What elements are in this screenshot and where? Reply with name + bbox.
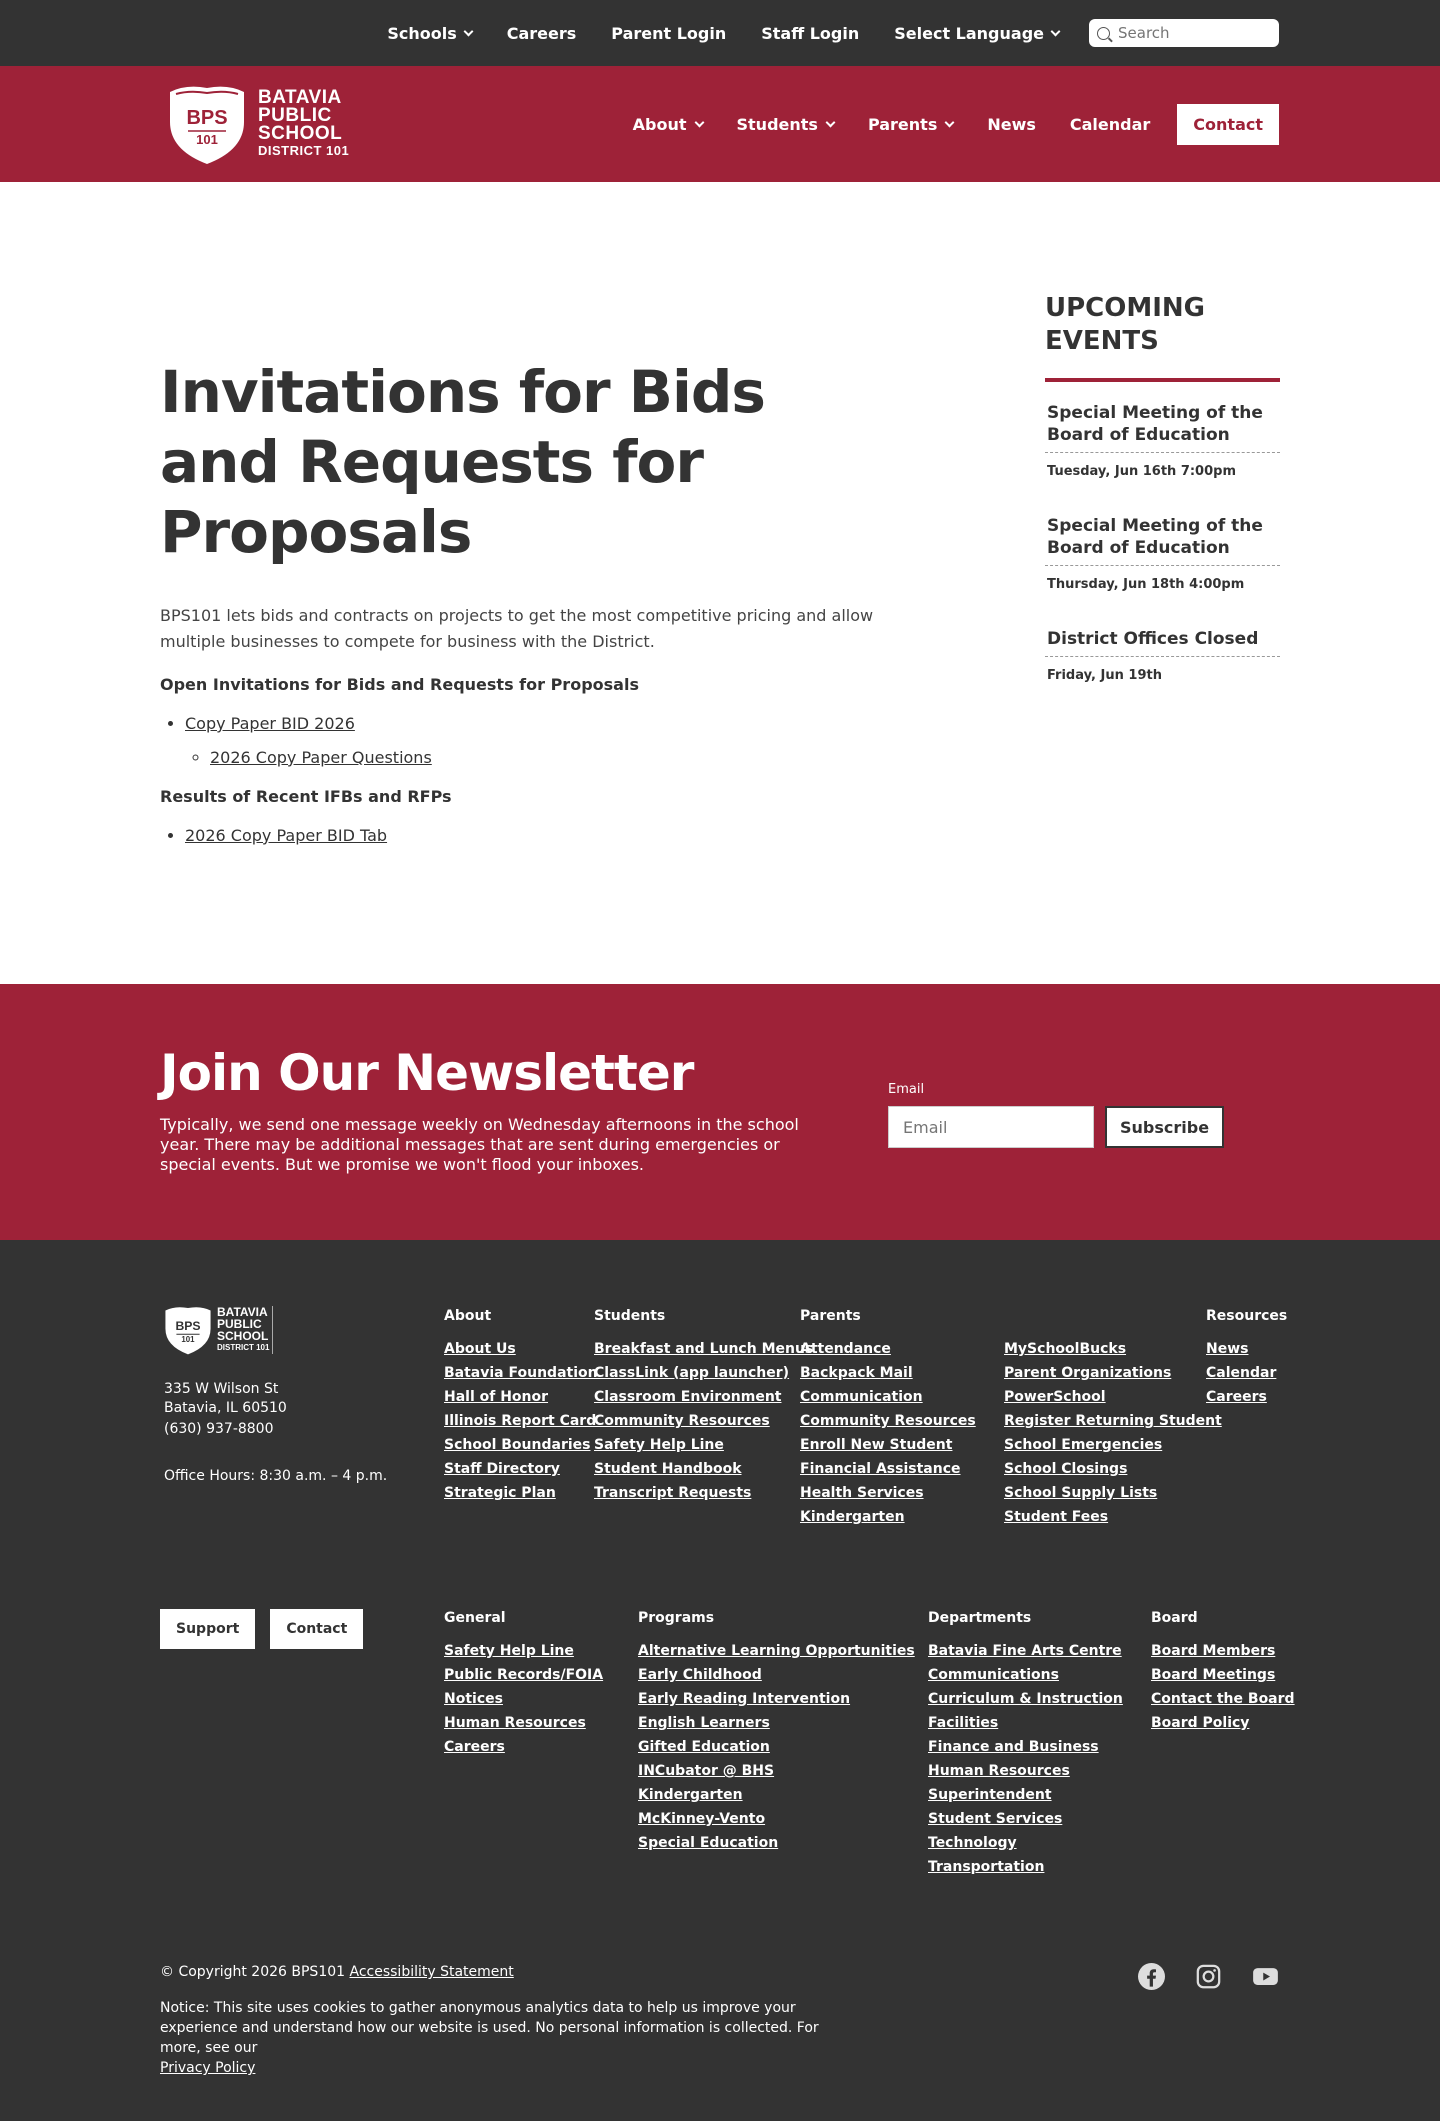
accessibility-link[interactable]: Accessibility Statement (349, 1964, 514, 1980)
list-item (210, 748, 900, 767)
footer-column-heading: Programs (638, 1610, 715, 1626)
nav-news[interactable]: News (987, 114, 1036, 134)
footer-link[interactable]: Classroom Environment (594, 1389, 782, 1405)
search-icon (1097, 27, 1110, 40)
utility-bar (0, 0, 1440, 66)
footer-column (1004, 1308, 1222, 1529)
youtube-icon[interactable] (1252, 1963, 1279, 1990)
footer-column-heading: Resources (1206, 1308, 1288, 1324)
footer-link[interactable]: School Closings (1004, 1461, 1128, 1477)
footer-link[interactable]: School Supply Lists (1004, 1485, 1158, 1501)
footer-column (594, 1308, 813, 1505)
footer-link[interactable]: Facilities (928, 1715, 999, 1731)
footer-column-heading: Departments (928, 1610, 1032, 1626)
footer-legal (160, 1962, 840, 2078)
footer-link[interactable]: Student Fees (1004, 1509, 1109, 1525)
event-title: Special Meeting of the Board of Education (1045, 402, 1280, 453)
search-box (1089, 19, 1279, 47)
facebook-icon[interactable] (1138, 1963, 1165, 1990)
footer-column (800, 1308, 976, 1529)
footer-hours: Office Hours: 8:30 a.m. – 4 p.m. (164, 1468, 388, 1484)
footer-phone: (630) 937-8800 (164, 1421, 274, 1437)
footer-column (444, 1610, 603, 1759)
footer-link[interactable]: Human Resources (444, 1715, 586, 1731)
footer-link[interactable]: School Boundaries (444, 1437, 591, 1453)
footer-link[interactable]: McKinney-Vento (638, 1811, 766, 1827)
footer-buttons (160, 1609, 363, 1649)
nav-about[interactable]: About (633, 115, 703, 134)
copyright: © Copyright 2026 BPS101 (160, 1964, 346, 1980)
footer-link[interactable]: Safety Help Line (444, 1643, 574, 1659)
footer-link[interactable]: Transportation (928, 1859, 1045, 1875)
nav-calendar[interactable]: Calendar (1069, 114, 1151, 134)
footer-column-heading: Students (594, 1308, 666, 1324)
district-logo[interactable] (166, 82, 349, 166)
footer-column-heading: About (444, 1308, 492, 1324)
email-label: Email (888, 1082, 925, 1097)
newsletter-heading: Join Our Newsletter (160, 1044, 694, 1102)
page-lead: BPS101 lets bids and contracts on projects to get the most competitive pricing and allow multiple businesses to compete for business with the District. (160, 606, 874, 651)
chevron-down-icon (694, 117, 704, 127)
footer-link[interactable]: Community Resources (594, 1413, 770, 1429)
events-heading: UPCOMING EVENTS (1045, 292, 1280, 382)
open-invitations-list (160, 714, 900, 767)
shield-logo-icon (166, 82, 248, 166)
list-item (185, 826, 900, 845)
footer-address: 335 W Wilson St Batavia, IL 60510 (630) 937-8800 (164, 1381, 287, 1437)
privacy-policy-link[interactable]: Privacy Policy (160, 2060, 256, 2076)
footer-link[interactable]: Finance and Business (928, 1739, 1099, 1755)
footer-link[interactable]: Safety Help Line (594, 1437, 724, 1453)
footer-link[interactable]: Superintendent (928, 1787, 1052, 1803)
footer-link[interactable]: Gifted Education (638, 1739, 770, 1755)
parent-login-link[interactable]: Parent Login (611, 23, 727, 43)
footer-column-heading (1004, 1308, 1222, 1328)
copy-paper-bid-link[interactable]: Copy Paper BID 2026 (185, 714, 355, 733)
footer-link[interactable]: Early Childhood (638, 1667, 762, 1683)
footer-link[interactable]: Financial Assistance (800, 1461, 961, 1477)
footer-column-heading: General (444, 1610, 506, 1626)
select-language-menu[interactable]: Select Language (894, 24, 1059, 43)
footer-column (444, 1308, 598, 1505)
footer-link[interactable]: Public Records/FOIA (444, 1667, 604, 1683)
list-item (185, 714, 900, 767)
shield-logo-icon (163, 1304, 213, 1356)
footer-link[interactable]: Board Policy (1151, 1715, 1250, 1731)
logo-badge-bottom: 101 (196, 132, 218, 147)
footer-link[interactable]: Parent Organizations (1004, 1365, 1172, 1381)
footer-link[interactable]: Breakfast and Lunch Menus (594, 1341, 814, 1357)
event-item[interactable] (1045, 479, 1280, 592)
footer-link[interactable]: Student Services (928, 1811, 1063, 1827)
footer-link[interactable]: Backpack Mail (800, 1365, 913, 1381)
newsletter-form (888, 1082, 1224, 1148)
main-nav (599, 104, 1279, 145)
chevron-down-icon (1051, 26, 1061, 36)
footer-link[interactable]: Board Meetings (1151, 1667, 1276, 1683)
footer-link[interactable]: Kindergarten (638, 1787, 743, 1803)
footer-contact-button[interactable]: Contact (270, 1609, 363, 1649)
footer-link[interactable]: Early Reading Intervention (638, 1691, 851, 1707)
main-header (0, 66, 1440, 182)
footer-column (928, 1610, 1123, 1879)
cookie-notice: Notice: This site uses cookies to gather anonymous analytics data to help us improve your experience and understand how our website is used. No personal information is collected. For more, see our (160, 2000, 819, 2056)
footer-column (1151, 1610, 1295, 1735)
newsletter-section (0, 984, 1440, 1240)
chevron-down-icon (945, 117, 955, 127)
footer-link[interactable]: MySchoolBucks (1004, 1341, 1127, 1357)
email-field[interactable] (888, 1106, 1094, 1148)
footer-column (638, 1610, 915, 1855)
footer-link[interactable]: Calendar (1206, 1365, 1277, 1381)
footer-link[interactable]: Notices (444, 1691, 503, 1707)
event-item[interactable] (1045, 592, 1280, 683)
footer-link[interactable]: Special Education (638, 1835, 779, 1851)
copy-paper-questions-link[interactable]: 2026 Copy Paper Questions (210, 748, 432, 767)
footer-link[interactable]: Communications (928, 1667, 1059, 1683)
page-title: Invitations for Bids and Requests for Proposals (160, 358, 765, 566)
footer-link[interactable]: Illinois Report Card (444, 1413, 597, 1429)
footer-logo[interactable] (163, 1304, 273, 1356)
svg-text:101: 101 (181, 1335, 195, 1345)
footer-link[interactable]: Staff Directory (444, 1461, 560, 1477)
footer-link[interactable]: Curriculum & Instruction (928, 1691, 1123, 1707)
nav-students[interactable]: Students (737, 115, 834, 134)
upcoming-events (1045, 292, 1280, 683)
search-input[interactable] (1118, 24, 1258, 42)
bid-tab-link[interactable]: 2026 Copy Paper BID Tab (185, 826, 388, 845)
event-item[interactable] (1045, 382, 1280, 479)
main-column (160, 357, 900, 860)
newsletter-text: Typically, we send one message weekly on Wednesday afternoons in the school year. There may be additional messages that are sent during emergencies or special events. But we promise we won't flood your inboxes. (160, 1115, 799, 1174)
footer-link[interactable]: ClassLink (app launcher) (594, 1365, 790, 1381)
logo-badge-top: BPS (186, 107, 228, 129)
nav-parents[interactable]: Parents (868, 115, 953, 134)
chevron-down-icon (825, 117, 835, 127)
utility-nav (387, 24, 1059, 43)
footer-link[interactable]: INCubator @ BHS (638, 1763, 775, 1779)
social-links (1138, 1963, 1279, 1990)
footer-link[interactable]: About Us (444, 1341, 516, 1357)
footer-link[interactable]: Attendance (800, 1341, 891, 1357)
event-title: Special Meeting of the Board of Education (1045, 515, 1280, 566)
page-content (0, 182, 1440, 984)
footer-link[interactable]: Register Returning Student (1004, 1413, 1222, 1429)
footer-link[interactable]: Strategic Plan (444, 1485, 556, 1501)
footer-link[interactable]: Careers (444, 1739, 505, 1755)
footer-link[interactable]: School Emergencies (1004, 1437, 1163, 1453)
footer-link[interactable]: Board Members (1151, 1643, 1276, 1659)
footer-link[interactable]: Batavia Fine Arts Centre (928, 1643, 1122, 1659)
contact-button[interactable]: Contact (1177, 104, 1279, 145)
open-invitations-heading: Open Invitations for Bids and Requests for Proposals (160, 675, 639, 694)
instagram-icon[interactable] (1195, 1963, 1222, 1990)
event-title: District Offices Closed (1045, 628, 1280, 657)
staff-login-link[interactable]: Staff Login (761, 23, 860, 43)
subscribe-button[interactable]: Subscribe (1105, 1106, 1224, 1148)
footer-link[interactable]: Batavia Foundation (444, 1365, 598, 1381)
footer-column-heading: Board (1151, 1610, 1198, 1626)
footer-link[interactable]: Community Resources (800, 1413, 976, 1429)
footer-link[interactable]: Human Resources (928, 1763, 1070, 1779)
event-date: Thursday, Jun 18th 4:00pm (1047, 577, 1245, 592)
results-list (160, 826, 900, 845)
footer-link[interactable]: Contact the Board (1151, 1691, 1295, 1707)
footer-link[interactable]: Health Services (800, 1485, 924, 1501)
sub-list (185, 748, 900, 767)
footer-link[interactable]: Alternative Learning Opportunities (638, 1643, 915, 1659)
footer-link[interactable]: English Learners (638, 1715, 770, 1731)
footer-logo-text: BATAVIA PUBLIC SCHOOL DISTRICT 101 (217, 1306, 273, 1354)
logo-text: BATAVIA PUBLIC SCHOOL DISTRICT 101 (258, 87, 350, 158)
svg-text:BPS: BPS (175, 1319, 201, 1333)
event-date: Tuesday, Jun 16th 7:00pm (1047, 464, 1237, 479)
footer-link[interactable]: Enroll New Student (800, 1437, 953, 1453)
footer-column-heading: Parents (800, 1308, 861, 1324)
support-button[interactable]: Support (160, 1609, 255, 1649)
footer-link[interactable]: Technology (928, 1835, 1017, 1851)
footer-link[interactable]: PowerSchool (1004, 1389, 1106, 1405)
site-footer (0, 1240, 1440, 2121)
footer-link[interactable]: Communication (800, 1389, 923, 1405)
footer-column (1206, 1308, 1287, 1409)
footer-link[interactable]: Kindergarten (800, 1509, 905, 1525)
event-date: Friday, Jun 19th (1047, 668, 1162, 683)
footer-link[interactable]: Transcript Requests (594, 1485, 752, 1501)
careers-link[interactable]: Careers (506, 23, 577, 43)
results-heading: Results of Recent IFBs and RFPs (160, 787, 452, 806)
footer-link[interactable]: Student Handbook (594, 1461, 742, 1477)
footer-link[interactable]: News (1206, 1341, 1249, 1357)
footer-link[interactable]: Hall of Honor (444, 1389, 549, 1405)
chevron-down-icon (463, 26, 473, 36)
footer-link[interactable]: Careers (1206, 1389, 1267, 1405)
schools-menu[interactable]: Schools (387, 24, 471, 43)
